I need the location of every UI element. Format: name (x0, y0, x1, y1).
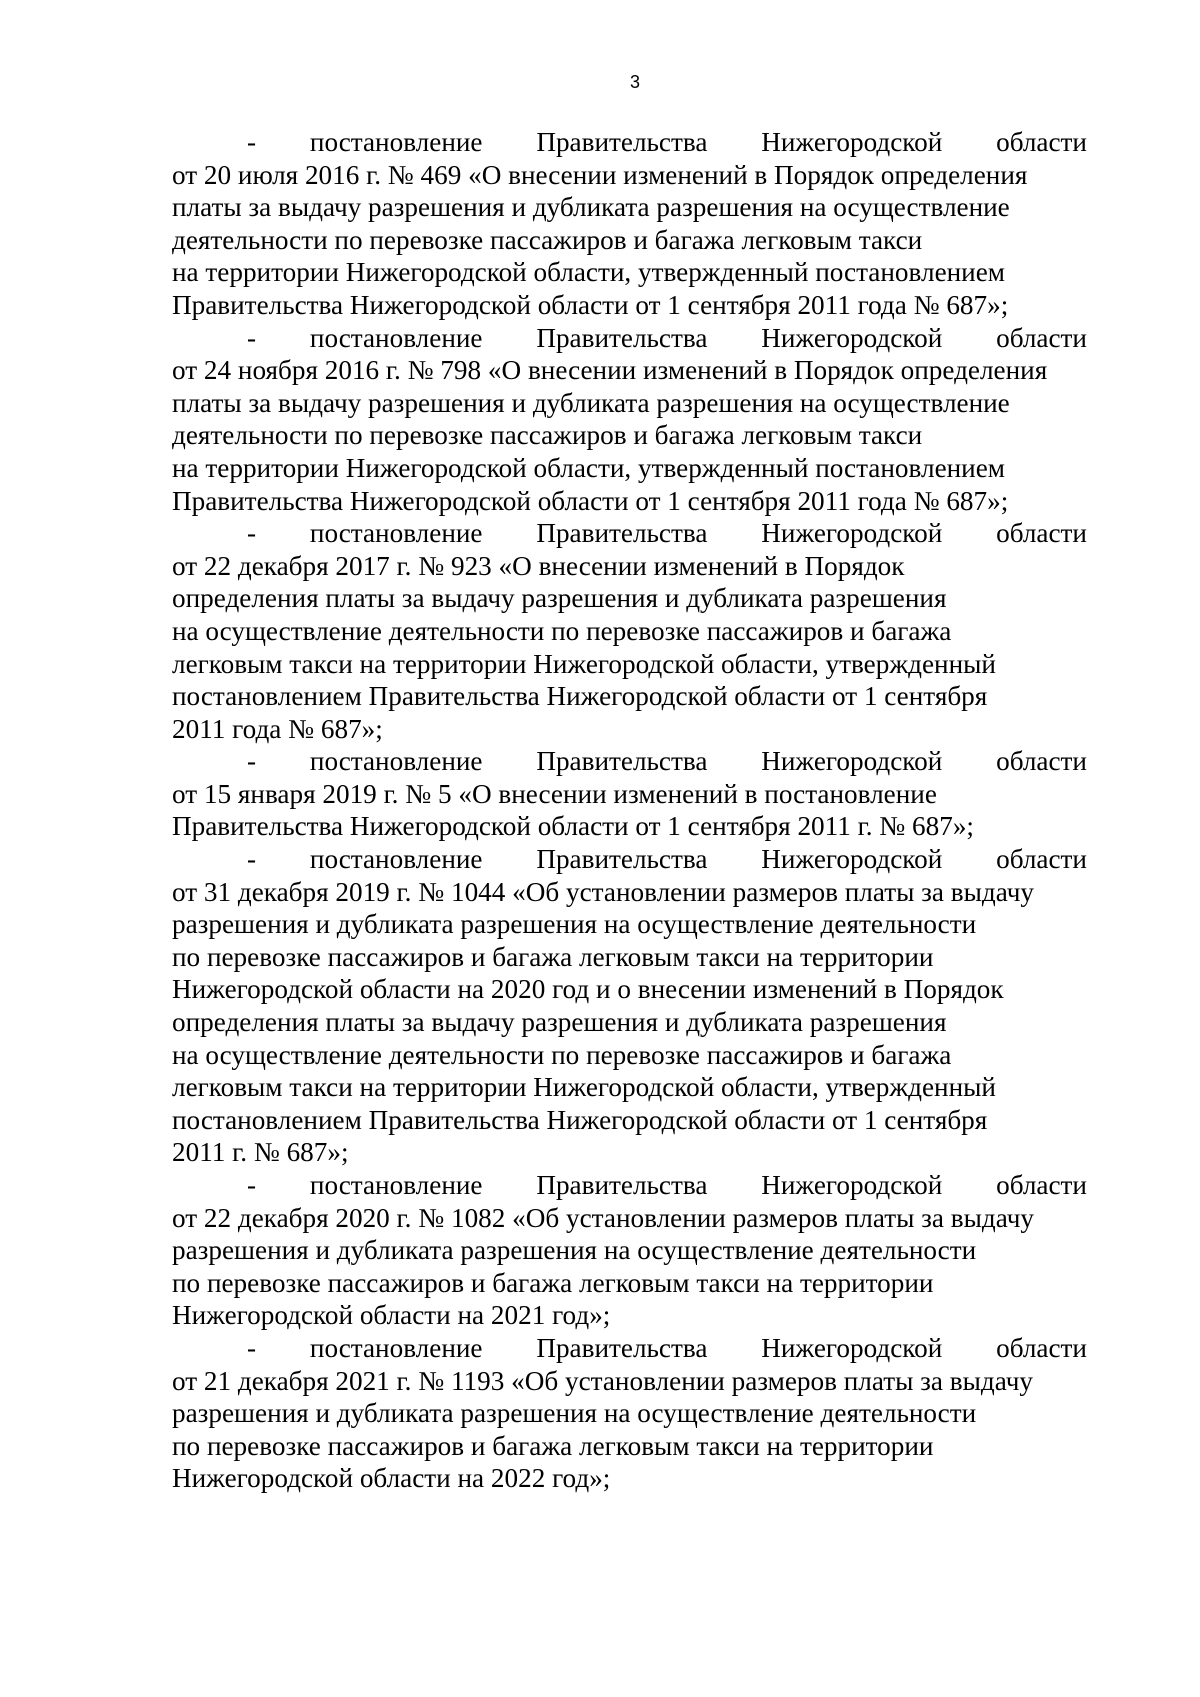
text-line: Правительства Нижегородской области от 1 сентября 2011 года № 687»; (172, 289, 1009, 320)
text-line: от 22 декабря 2020 г. № 1082 «Об установлении размеров платы за выдачу (172, 1202, 1034, 1233)
first-line-word: Нижегородской (761, 1170, 943, 1200)
text-line: постановлением Правительства Нижегородской области от 1 сентября (172, 1104, 988, 1135)
text-line: Нижегородской области на 2021 год»; (172, 1300, 611, 1331)
list-item (172, 843, 1087, 1169)
text-line: от 21 декабря 2021 г. № 1193 «Об установлении размеров платы за выдачу (172, 1365, 1033, 1396)
text-line: на территории Нижегородской области, утвержденный постановлением (172, 452, 1006, 483)
list-dash: - (247, 127, 257, 157)
text-line: деятельности по перевозке пассажиров и багажа легковым такси (172, 420, 923, 451)
list-dash: - (247, 322, 257, 353)
list-item-first-line (172, 517, 1087, 550)
text-line: Нижегородской области на 2020 год и о внесении изменений в Порядок (172, 974, 1004, 1005)
text-line: разрешения и дубликата разрешения на осуществление деятельности (172, 909, 977, 940)
first-line-word: Правительства (536, 518, 708, 549)
first-line-word: постановление (309, 1332, 483, 1363)
text-line: легковым такси на территории Нижегородской области, утвержденный (172, 1072, 996, 1103)
first-line-word: области (996, 127, 1087, 157)
text-line: по перевозке пассажиров и багажа легковым такси на территории (172, 1267, 934, 1298)
list-dash: - (247, 746, 257, 777)
text-line: от 20 июля 2016 г. № 469 «О внесении изменений в Порядок определения (172, 159, 1028, 190)
list-dash: - (247, 1170, 257, 1200)
text-line: по перевозке пассажиров и багажа легковым такси на территории (172, 941, 934, 972)
first-line-word: Нижегородской (761, 746, 943, 777)
text-line: определения платы за выдачу разрешения и дубликата разрешения (172, 1007, 947, 1038)
list-dash: - (247, 844, 257, 875)
list-dash: - (247, 1332, 257, 1363)
first-line-word: области (996, 1332, 1087, 1363)
text-line: от 22 декабря 2017 г. № 923 «О внесении изменений в Порядок (172, 550, 905, 581)
first-line-word: Правительства (536, 1170, 708, 1200)
text-line: 2011 года № 687»; (172, 713, 383, 744)
first-line-word: Нижегородской (761, 518, 943, 549)
first-line-word: постановление (309, 518, 483, 549)
list-item (172, 517, 1087, 745)
text-line: от 31 декабря 2019 г. № 1044 «Об установлении размеров платы за выдачу (172, 876, 1034, 907)
text-line: на территории Нижегородской области, утвержденный постановлением (172, 257, 1006, 288)
list-item-first-line (172, 1332, 1087, 1365)
list-item-first-line (172, 1169, 1087, 1202)
text-line: легковым такси на территории Нижегородской области, утвержденный (172, 648, 996, 679)
first-line-word: области (996, 518, 1087, 549)
text-line: платы за выдачу разрешения и дубликата разрешения на осуществление (172, 387, 1010, 418)
first-line-word: Нижегородской (761, 127, 943, 157)
text-line: по перевозке пассажиров и багажа легковым такси на территории (172, 1430, 934, 1461)
first-line-word: Нижегородской (761, 322, 943, 353)
first-line-word: области (996, 322, 1087, 353)
first-line-word: Правительства (536, 1332, 708, 1363)
list-item-first-line (172, 745, 1087, 778)
list-item-first-line (172, 322, 1087, 355)
first-line-word: постановление (309, 127, 483, 157)
text-line: разрешения и дубликата разрешения на осуществление деятельности (172, 1235, 977, 1266)
list-dash: - (247, 518, 257, 549)
text-line: 2011 г. № 687»; (172, 1137, 349, 1168)
text-line: постановлением Правительства Нижегородской области от 1 сентября (172, 681, 988, 712)
list-item (172, 1332, 1087, 1495)
first-line-word: Правительства (536, 844, 708, 875)
first-line-word: постановление (309, 1170, 483, 1200)
text-line: на осуществление деятельности по перевозке пассажиров и багажа (172, 615, 952, 646)
first-line-word: постановление (309, 844, 483, 875)
text-line: разрешения и дубликата разрешения на осуществление деятельности (172, 1398, 977, 1429)
first-line-word: области (996, 746, 1087, 777)
text-line: на осуществление деятельности по перевозке пассажиров и багажа (172, 1039, 952, 1070)
first-line-word: Нижегородской (761, 844, 943, 875)
first-line-word: области (996, 844, 1087, 875)
list-item (172, 322, 1087, 518)
text-line: Правительства Нижегородской области от 1 сентября 2011 г. № 687»; (172, 811, 974, 842)
first-line-word: постановление (309, 322, 483, 353)
list-item (172, 1169, 1087, 1332)
text-line: Правительства Нижегородской области от 1 сентября 2011 года № 687»; (172, 485, 1009, 516)
first-line-word: Правительства (536, 127, 708, 157)
text-line: от 15 января 2019 г. № 5 «О внесении изменений в постановление (172, 778, 937, 809)
text-line: определения платы за выдачу разрешения и дубликата разрешения (172, 583, 947, 614)
page-number: 3 (629, 72, 640, 92)
first-line-word: области (996, 1170, 1087, 1200)
list-item (172, 126, 1087, 322)
list-item (172, 745, 1087, 843)
first-line-word: Нижегородской (761, 1332, 943, 1363)
text-line: от 24 ноября 2016 г. № 798 «О внесении изменений в Порядок определения (172, 355, 1048, 386)
text-line: деятельности по перевозке пассажиров и багажа легковым такси (172, 224, 923, 255)
text-line: платы за выдачу разрешения и дубликата разрешения на осуществление (172, 192, 1010, 223)
text-line: Нижегородской области на 2022 год»; (172, 1463, 611, 1494)
document-body (172, 126, 1087, 1495)
list-item-first-line (172, 126, 1087, 159)
list-item-first-line (172, 843, 1087, 876)
first-line-word: Правительства (536, 322, 708, 353)
first-line-word: Правительства (536, 746, 708, 777)
first-line-word: постановление (309, 746, 483, 777)
